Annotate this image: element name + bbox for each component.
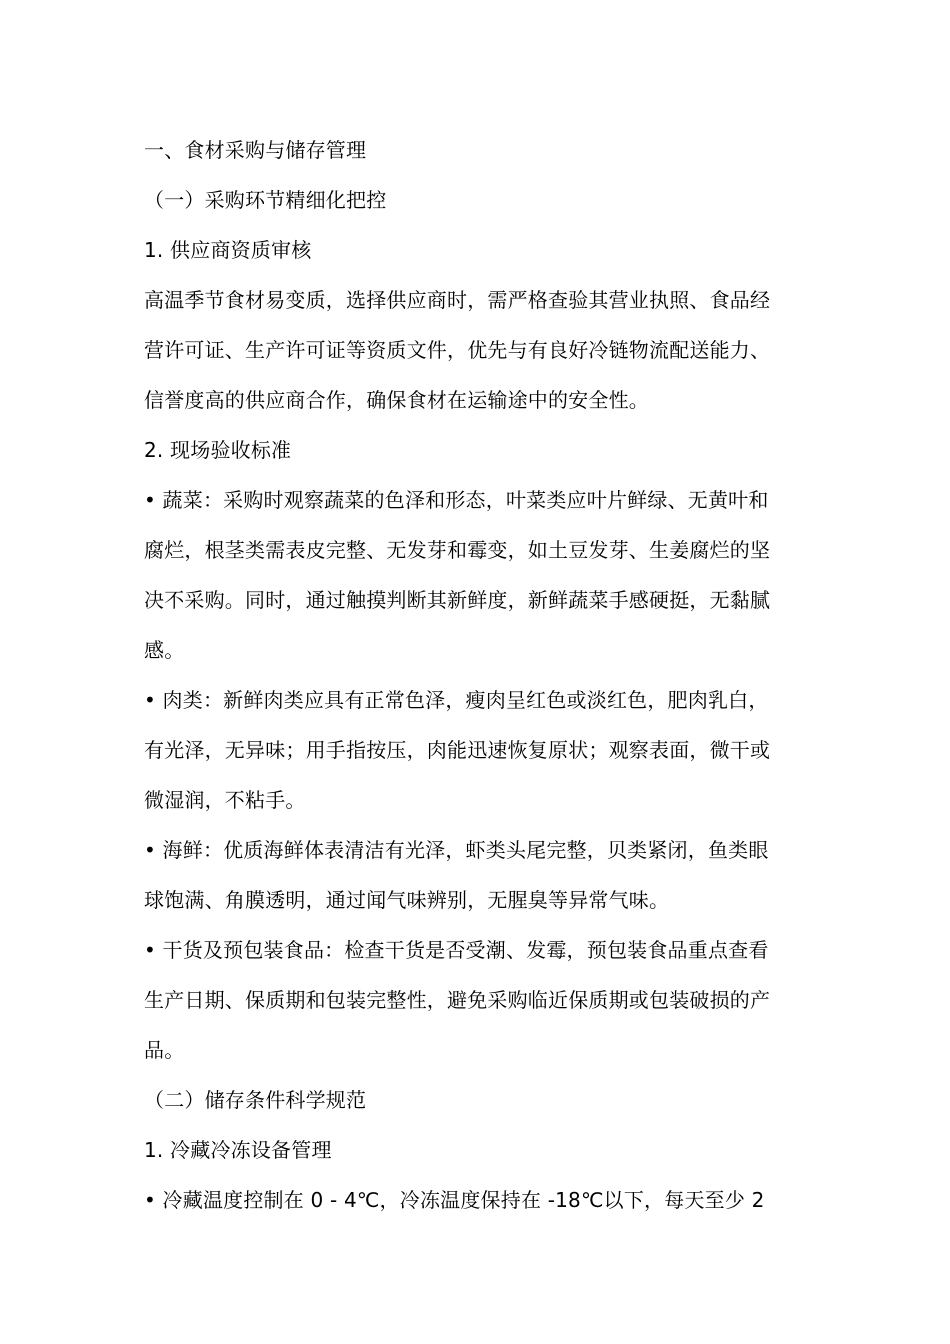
paragraph-line: 高温季节食材易变质，选择供应商时，需严格查验其营业执照、食品经 [144, 288, 771, 312]
paragraph-line: 生产日期、保质期和包装完整性，避免采购临近保质期或包装破损的产 [144, 988, 771, 1012]
bullet-line: • 冷藏温度控制在 0 - 4℃，冷冻温度保持在 -18℃以下，每天至少 2 [144, 1188, 765, 1212]
paragraph-line: 决不采购。同时，通过触摸判断其新鲜度，新鲜蔬菜手感硬挺，无黏腻 [144, 588, 771, 612]
paragraph-line: 营许可证、生产许可证等资质文件，优先与有良好冷链物流配送能力、 [144, 338, 771, 362]
subsection-heading: （一）采购环节精细化把控 [144, 188, 387, 212]
bullet-line: • 肉类：新鲜肉类应具有正常色泽，瘦肉呈红色或淡红色，肥肉乳白， [144, 688, 769, 712]
paragraph-line: 感。 [144, 638, 185, 662]
item-heading: 2. 现场验收标准 [144, 438, 292, 462]
paragraph-line: 微湿润，不粘手。 [144, 788, 306, 812]
bullet-line: • 干货及预包装食品：检查干货是否受潮、发霉，预包装食品重点查看 [144, 938, 769, 962]
item-heading: 1. 供应商资质审核 [144, 238, 312, 262]
item-heading: 1. 冷藏冷冻设备管理 [144, 1138, 332, 1162]
document-page [144, 125, 814, 1225]
paragraph-line: 球饱满、角膜透明，通过闻气味辨别，无腥臭等异常气味。 [144, 888, 670, 912]
paragraph-line: 腐烂，根茎类需表皮完整、无发芽和霉变，如土豆发芽、生姜腐烂的坚 [144, 538, 771, 562]
subsection-heading: （二）储存条件科学规范 [144, 1088, 367, 1112]
paragraph-line: 品。 [144, 1038, 185, 1062]
bullet-line: • 海鲜：优质海鲜体表清洁有光泽，虾类头尾完整，贝类紧闭，鱼类眼 [144, 838, 769, 862]
paragraph-line: 有光泽，无异味；用手指按压，肉能迅速恢复原状；观察表面，微干或 [144, 738, 771, 762]
paragraph-line: 信誉度高的供应商合作，确保食材在运输途中的安全性。 [144, 388, 649, 412]
section-heading: 一、食材采购与储存管理 [144, 138, 367, 162]
bullet-line: • 蔬菜：采购时观察蔬菜的色泽和形态，叶菜类应叶片鲜绿、无黄叶和 [144, 488, 769, 512]
